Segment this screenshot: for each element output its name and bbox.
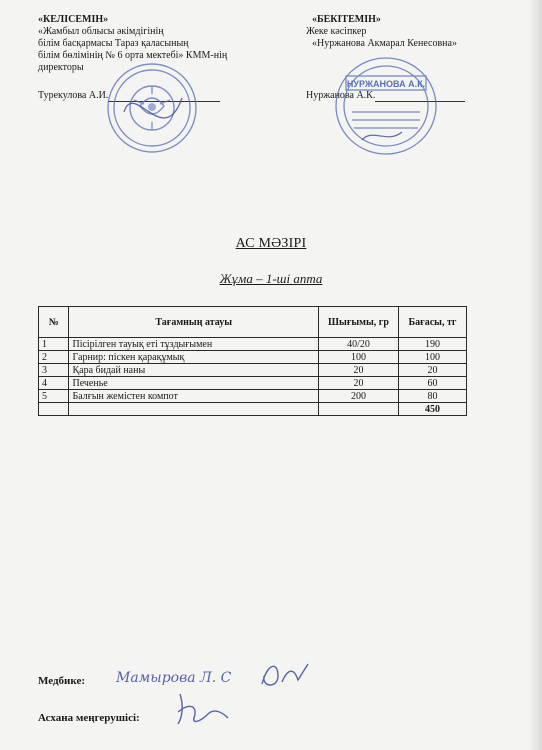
menu-table [38,306,467,416]
row-dish-name: Балғын жемістен компот [69,390,318,403]
official-seal-stamp [104,60,200,156]
approval-left-line: «Жамбыл облысы әкімдігінің [38,26,164,37]
row-price: 20 [398,364,466,377]
row-number: 3 [39,364,69,377]
total-empty-cell [69,403,318,416]
row-number: 4 [39,377,69,390]
stamp-name: НУРЖАНОВА А.К. [346,79,426,89]
total-empty-cell [39,403,69,416]
row-price: 60 [398,377,466,390]
table-row [39,351,467,364]
canteen-manager-signature-label: Асхана меңгерушісі: [38,712,140,724]
row-price: 190 [398,338,466,351]
row-number: 5 [39,390,69,403]
header-number: № [39,307,69,338]
approval-right-heading: «БЕКІТЕМІН» [312,14,381,25]
total-empty-cell [318,403,398,416]
table-row [39,338,467,351]
row-price: 100 [398,351,466,364]
table-row [39,390,467,403]
row-number: 2 [39,351,69,364]
approval-left-line: білім басқармасы Тараз қаласының [38,38,189,49]
table-header-row [39,307,467,338]
row-dish-name: Пісірілген тауық еті тұздығымен [69,338,318,351]
approval-left-signer: Турекулова А.И. [38,90,109,101]
approval-left-heading: «КЕЛІСЕМІН» [38,14,109,25]
nurse-signature-label: Медбике: [38,675,85,687]
approval-left-line: білім бөлімінің № 6 орта мектебі» КММ-нің [38,50,228,61]
row-dish-name: Гарнир: піскен қарақұмық [69,351,318,364]
approval-right-line: «Нуржанова Акмарал Кенесовна» [312,38,457,49]
approval-right-line: Жеке кәсіпкер [306,26,367,37]
scan-shadow [528,0,542,750]
nurse-handwritten-name: Мамырова Л. С [116,670,232,686]
total-price: 450 [398,403,466,416]
canteen-handwritten-signature [170,688,240,728]
document-title: АС МӘЗІРІ [235,236,307,251]
row-dish-name: Печенье [69,377,318,390]
row-dish-name: Қара бидай наны [69,364,318,377]
row-output: 20 [318,364,398,377]
document-subtitle: Жұма – 1-ші апта [219,271,323,286]
header-output: Шығымы, гр [318,307,398,338]
table-total-row [39,403,467,416]
row-output: 20 [318,377,398,390]
row-output: 40/20 [318,338,398,351]
row-output: 200 [318,390,398,403]
row-price: 80 [398,390,466,403]
header-dish-name: Тағамның атауы [69,307,318,338]
row-number: 1 [39,338,69,351]
approval-right-signer: Нуржанова А.К. [306,90,376,101]
approval-left-line: директоры [38,62,84,73]
row-output: 100 [318,351,398,364]
header-price: Бағасы, тг [398,307,466,338]
entrepreneur-stamp [332,54,440,158]
table-row [39,364,467,377]
table-row [39,377,467,390]
